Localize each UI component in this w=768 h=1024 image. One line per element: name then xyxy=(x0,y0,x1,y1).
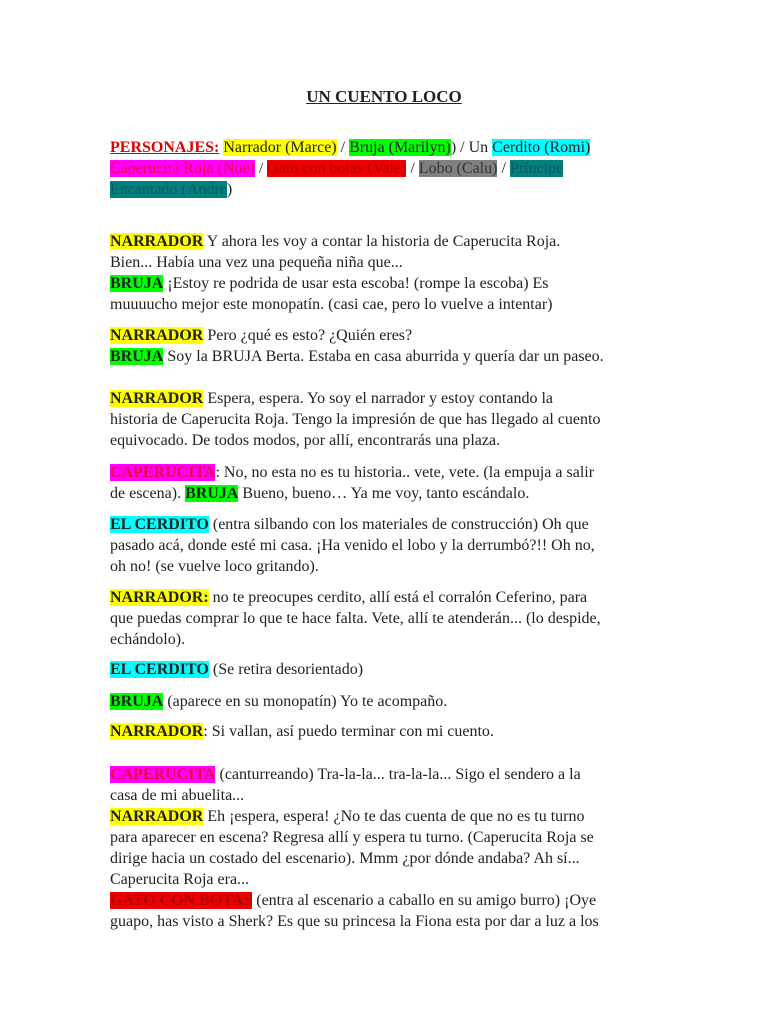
dialogue-line: dirige hacia un costado del escenario). Mmm ¿por dónde andaba? Ah sí... xyxy=(110,850,580,867)
dialogue-block-1 xyxy=(110,231,670,315)
character-principe: Príncipe xyxy=(509,160,564,177)
character-narrador: Narrador (Marce) xyxy=(223,139,337,156)
dialogue-block-5 xyxy=(110,514,670,577)
dialogue-text: Eh ¡espera, espera! ¿No te das cuenta de que no es tu turno xyxy=(203,808,585,825)
dialogue-line: casa de mi abuelita... xyxy=(110,787,245,804)
dialogue-line xyxy=(110,806,670,827)
character-cerdito: Cerdito (Romi) xyxy=(492,139,591,156)
dialogue-line xyxy=(110,346,670,367)
characters-list xyxy=(110,137,670,200)
dialogue-line: Caperucita Roja era... xyxy=(110,871,250,888)
characters-label: PERSONAJES: xyxy=(110,139,220,156)
dialogue-text: Y ahora les voy a contar la historia de Caperucita Roja. xyxy=(203,233,561,250)
separator: / xyxy=(336,139,350,156)
dialogue-text: de escena). xyxy=(110,485,186,502)
dialogue-line xyxy=(110,231,670,252)
speaker-cerdito: EL CERDITO xyxy=(110,661,209,678)
dialogue-text: (entra al escenario a caballo en su amigo burro) ¡Oye xyxy=(252,892,597,909)
dialogue-block-4 xyxy=(110,462,670,504)
dialogue-block-3 xyxy=(110,388,670,451)
speaker-narrador: NARRADOR xyxy=(110,808,204,825)
separator: ) xyxy=(226,181,233,198)
character-bruja: Bruja (Marilyn) xyxy=(349,139,451,156)
separator: / xyxy=(497,160,510,177)
speaker-caperucita: CAPERUCITA xyxy=(110,766,216,783)
dialogue-text: Espera, espera. Yo soy el narrador y estoy contando la xyxy=(203,390,554,407)
separator: ) / Un xyxy=(450,139,493,156)
dialogue-text: : No, no esta no es tu historia.. vete, vete. (la empuja a salir xyxy=(215,464,595,481)
characters-line-1 xyxy=(110,137,670,158)
dialogue-line: echándolo). xyxy=(110,631,186,648)
speaker-cerdito: EL CERDITO xyxy=(110,516,209,533)
separator: / xyxy=(254,160,268,177)
character-gato: Gato con botas (Vale) xyxy=(267,160,407,177)
document-title: UN CUENTO LOCO xyxy=(306,87,462,106)
dialogue-line xyxy=(110,587,670,608)
dialogue-line: que puedas comprar lo que te hace falta. Vete, allí te atenderán... (lo despide, xyxy=(110,610,601,627)
speaker-gato: GATO CON BOTAS xyxy=(110,892,253,909)
dialogue-block-2 xyxy=(110,325,670,367)
dialogue-line: oh no! (se vuelve loco gritando). xyxy=(110,558,319,575)
characters-line-2 xyxy=(110,158,670,179)
dialogue-block-9 xyxy=(110,721,670,742)
speaker-bruja: BRUJA xyxy=(110,693,164,710)
dialogue-text: no te preocupes cerdito, allí está el corralón Ceferino, para xyxy=(208,589,588,606)
dialogue-line xyxy=(110,659,670,680)
speaker-narrador: NARRADOR xyxy=(110,390,204,407)
dialogue-text: Bueno, bueno… Ya me voy, tanto escándalo. xyxy=(238,485,530,502)
dialogue-block-10 xyxy=(110,764,670,932)
dialogue-line: muuuucho mejor este monopatín. (casi cae, pero lo vuelve a intentar) xyxy=(110,296,553,313)
speaker-narrador: NARRADOR xyxy=(110,723,204,740)
dialogue-text: (entra silbando con los materiales de construcción) Oh que xyxy=(208,516,589,533)
dialogue-line xyxy=(110,890,670,911)
dialogue-text: : Si vallan, así puedo terminar con mi cuento. xyxy=(203,723,494,740)
speaker-narrador: NARRADOR: xyxy=(110,589,209,606)
dialogue-line xyxy=(110,721,670,742)
dialogue-line: Bien... Había una vez una pequeña niña que... xyxy=(110,254,403,271)
speaker-narrador: NARRADOR xyxy=(110,327,204,344)
dialogue-text: ¡Estoy re podrida de usar esta escoba! (rompe la escoba) Es xyxy=(163,275,549,292)
dialogue-text: Pero ¿qué es esto? ¿Quién eres? xyxy=(203,327,413,344)
dialogue-line xyxy=(110,764,670,785)
dialogue-block-6 xyxy=(110,587,670,650)
speaker-narrador: NARRADOR xyxy=(110,233,204,250)
dialogue-text: (canturreando) Tra-la-la... tra-la-la... Sigo el sendero a la xyxy=(215,766,581,783)
dialogue-line xyxy=(110,388,670,409)
speaker-bruja: BRUJA xyxy=(110,348,164,365)
character-principe-cont: Encantado (Andre xyxy=(110,181,227,198)
dialogue-line xyxy=(110,514,670,535)
dialogue-line: para aparecer en escena? Regresa allí y espera tu turno. (Caperucita Roja se xyxy=(110,829,594,846)
dialogue-text: (Se retira desorientado) xyxy=(208,661,364,678)
dialogue-line xyxy=(110,273,670,294)
character-caperucita: Caperucita Roja (Noe) xyxy=(110,160,255,177)
dialogue-block-8 xyxy=(110,691,670,712)
speaker-caperucita: CAPERUCITA xyxy=(110,464,216,481)
separator: / xyxy=(406,160,419,177)
character-lobo: Lobo (Calu) xyxy=(418,160,498,177)
dialogue-line xyxy=(110,325,670,346)
dialogue-line: guapo, has visto a Sherk? Es que su princesa la Fiona esta por dar a luz a los xyxy=(110,913,599,930)
characters-line-3 xyxy=(110,179,670,200)
dialogue-line xyxy=(110,691,670,712)
dialogue-text: Soy la BRUJA Berta. Estaba en casa aburrida y quería dar un paseo. xyxy=(163,348,604,365)
dialogue-line: historia de Caperucita Roja. Tengo la impresión de que has llegado al cuento xyxy=(110,411,601,428)
dialogue-text: (aparece en su monopatín) Yo te acompaño. xyxy=(163,693,448,710)
speaker-bruja: BRUJA xyxy=(110,275,164,292)
dialogue-line xyxy=(110,483,670,504)
dialogue-line: pasado acá, donde esté mi casa. ¡Ha venido el lobo y la derrumbó?!! Oh no, xyxy=(110,537,595,554)
dialogue-line xyxy=(110,462,670,483)
speaker-bruja: BRUJA xyxy=(185,485,239,502)
dialogue-line: equivocado. De todos modos, por allí, encontrarás una plaza. xyxy=(110,432,501,449)
dialogue-block-7 xyxy=(110,659,670,680)
